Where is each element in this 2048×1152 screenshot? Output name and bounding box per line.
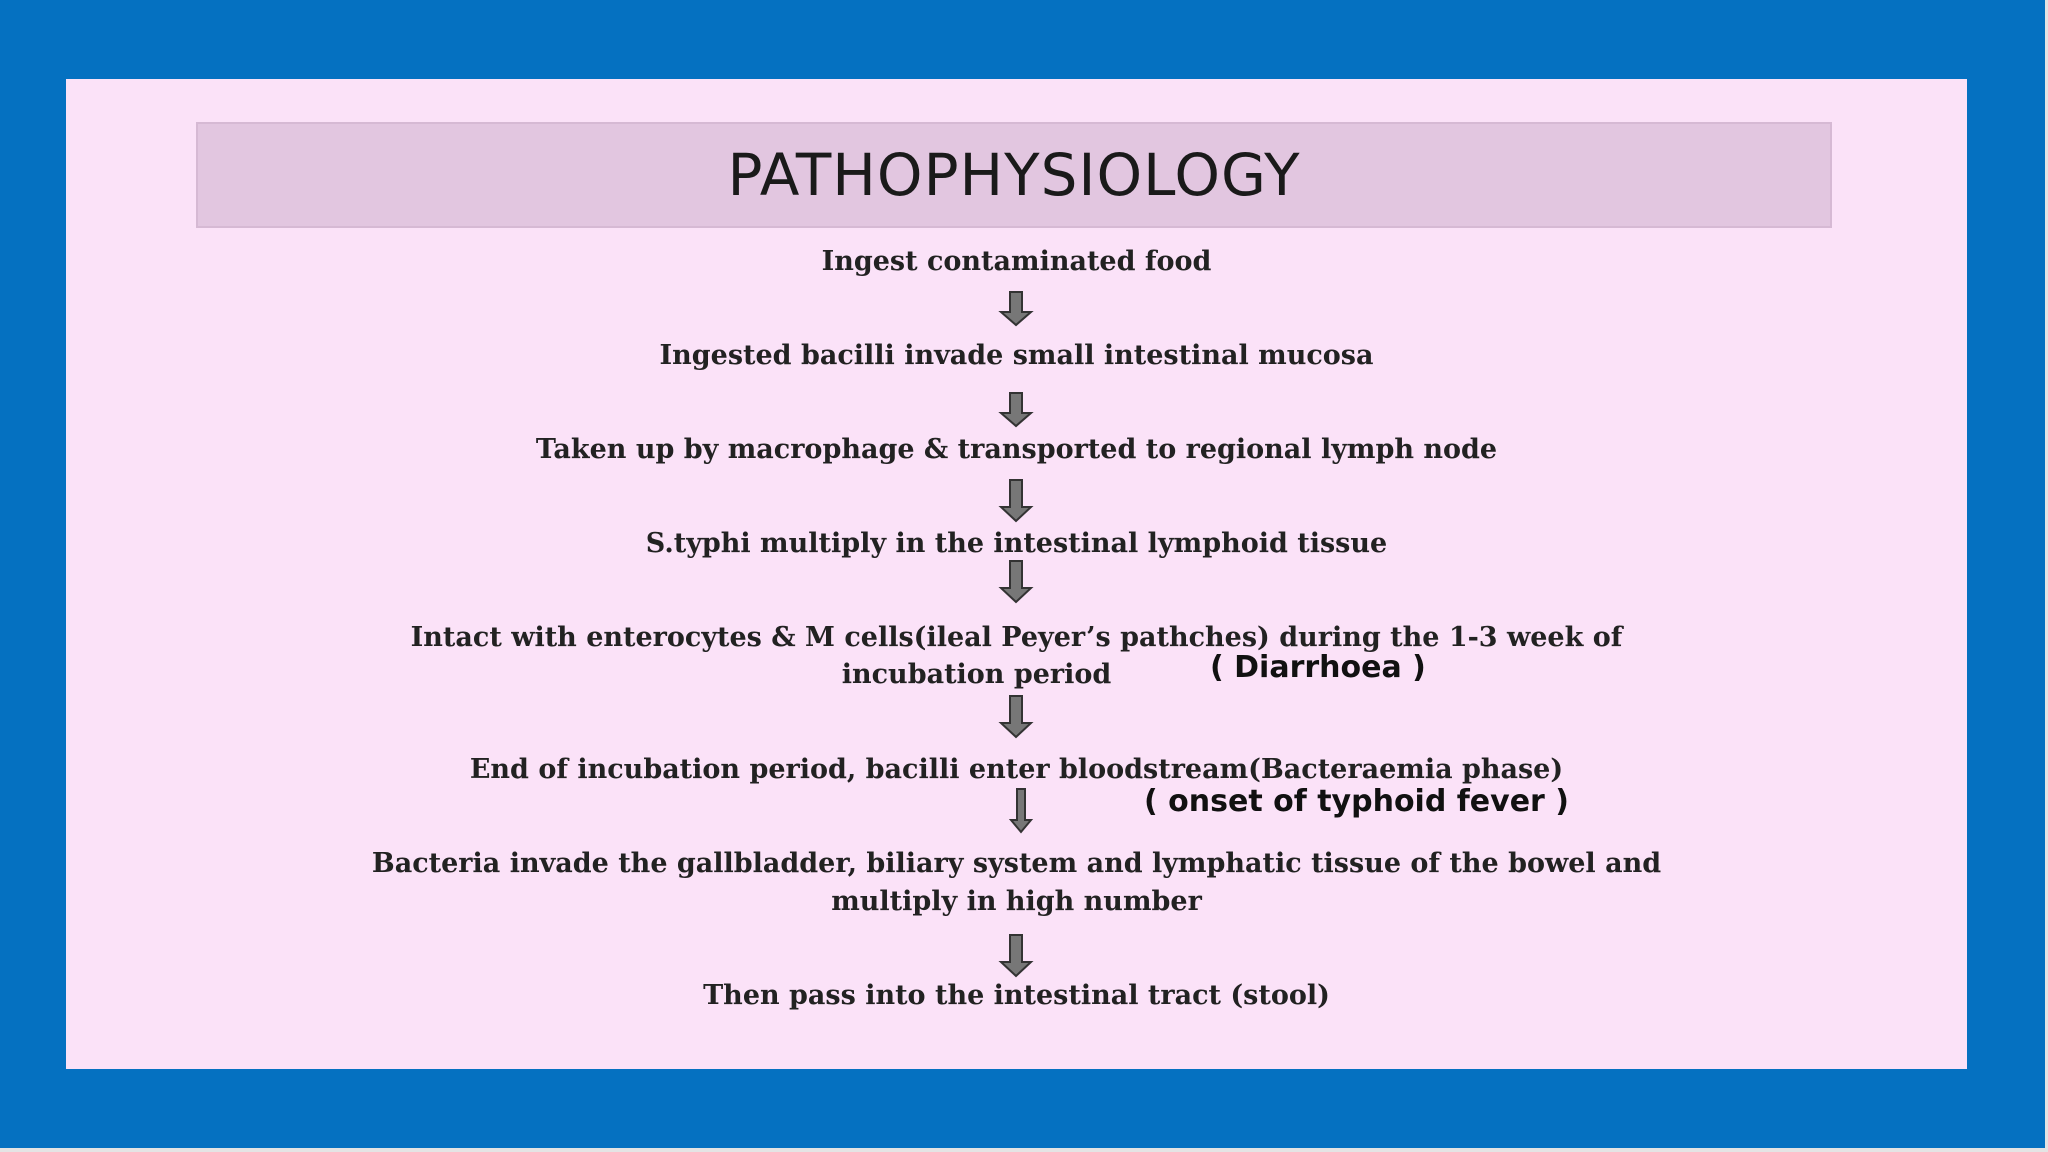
step-multiply-lymphoid: S.typhi multiply in the intestinal lymphoid tissue [645, 528, 1388, 559]
down-arrow-icon [996, 695, 1036, 739]
down-arrow-icon [1006, 788, 1036, 834]
title-bar [196, 122, 1832, 228]
step-intestinal-tract: Then pass into the intestinal tract (stool) [703, 980, 1330, 1011]
down-arrow-icon [996, 934, 1036, 978]
down-arrow-icon [996, 291, 1036, 327]
frame-shadow-bottom [0, 1148, 2048, 1152]
step-invade-mucosa: Ingested bacilli invade small intestinal mucosa [659, 340, 1374, 371]
step-gallbladder-line2: multiply in high number [831, 886, 1202, 917]
step-enterocytes-line2 [26, 656, 1927, 694]
step-gallbladder-line1: Bacteria invade the gallbladder, biliary system and lymphatic tissue of the bowel and [371, 848, 1662, 879]
down-arrow-icon [996, 392, 1036, 428]
step-enterocytes-line1: Intact with enterocytes & M cells(ileal Peyer’s pathches) during the 1-3 week of [410, 622, 1623, 653]
step-macrophage: Taken up by macrophage & transported to regional lymph node [535, 434, 1498, 465]
incubation-text: incubation period [841, 659, 1112, 690]
slide-canvas [66, 79, 1967, 1069]
step-bloodstream: End of incubation period, bacilli enter bloodstream(Bacteraemia phase) [469, 754, 1564, 785]
step-ingest: Ingest contaminated food [821, 246, 1212, 277]
diarrhoea-note: ( Diarrhoea ) [1210, 650, 1426, 685]
slide-title: PATHOPHYSIOLOGY [727, 141, 1301, 209]
down-arrow-icon [996, 560, 1036, 604]
typhoid-onset-note: ( onset of typhoid fever ) [1144, 784, 1570, 819]
down-arrow-icon [996, 479, 1036, 523]
